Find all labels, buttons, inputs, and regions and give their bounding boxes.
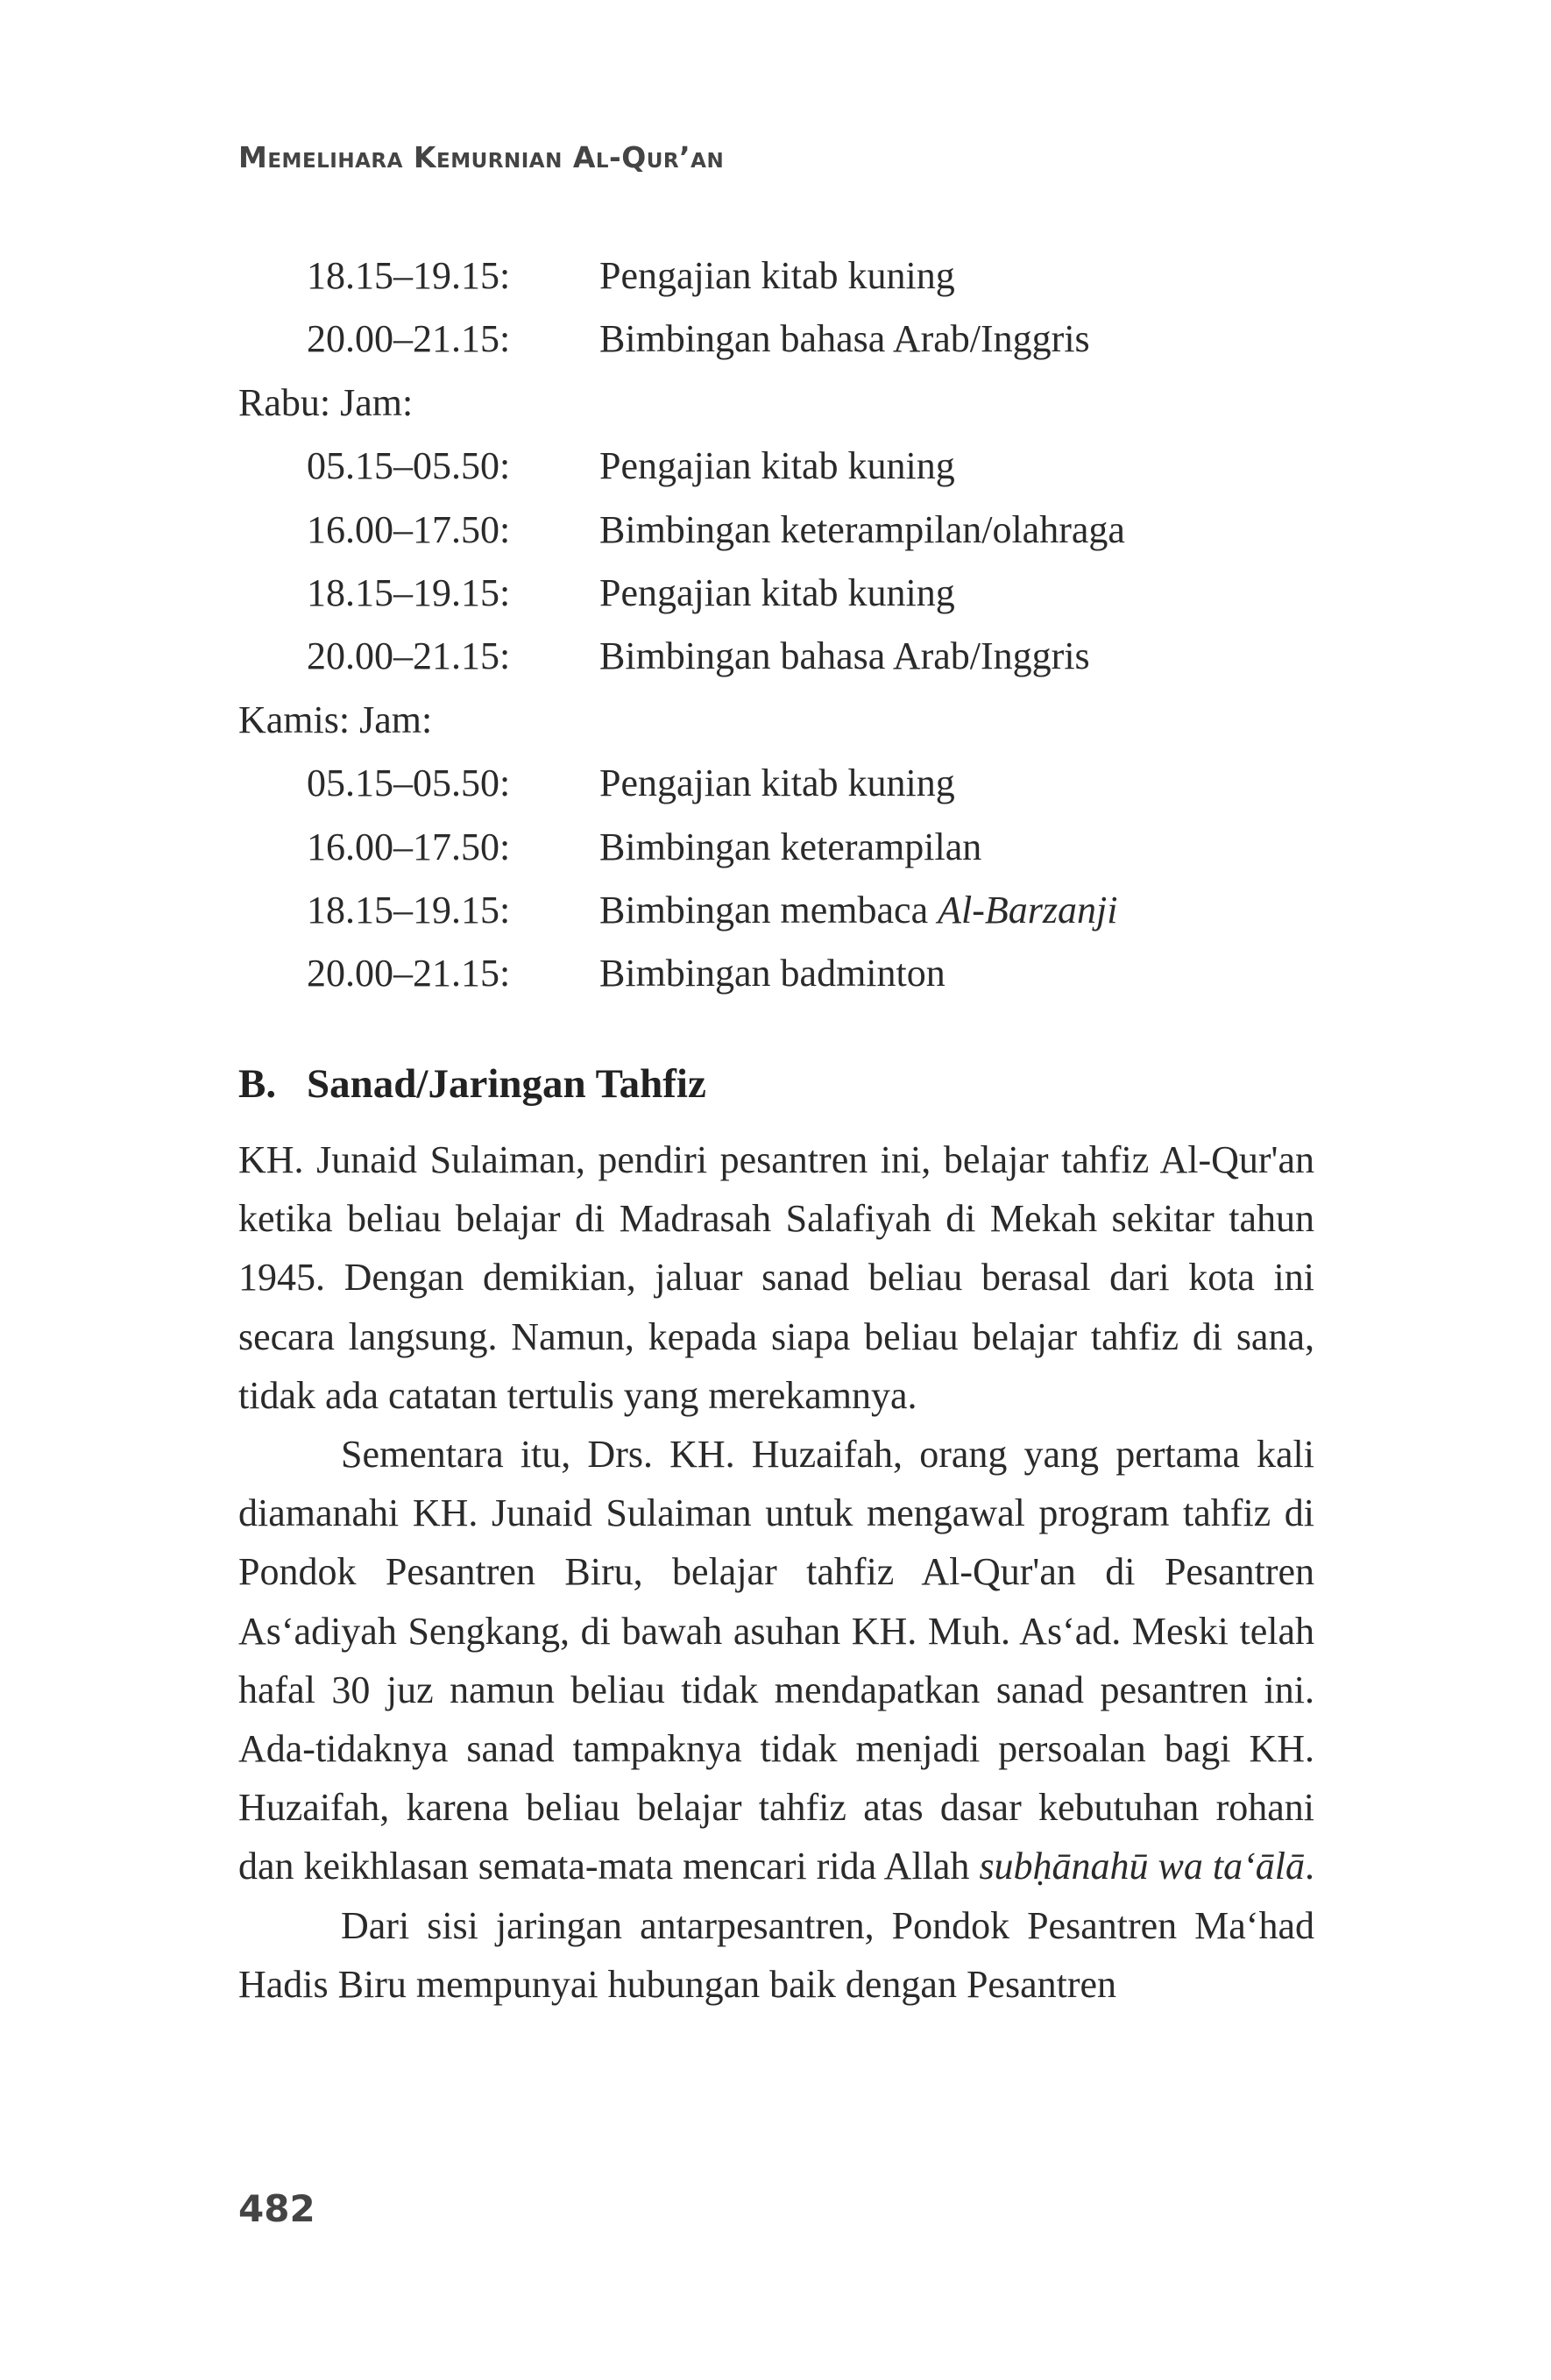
paragraph-3: Dari sisi jaringan antarpesantren, Pondok Pesantren Ma‘had Hadis Biru mempunyai hubungan baik dengan Pesantren [238,1903,1314,2006]
paragraph-2-text: Sementara itu, Drs. KH. Huzaifah, orang yang pertama kali diamanahi KH. Junaid Sulaiman untuk mengawal program tahfiz di Pondok Pesantren Biru, belajar tahfiz Al-Qur'an di Pesantren As‘adiyah Sengkang, di bawah asuhan KH. Muh. As‘ad. Meski telah hafal 30 juz namun beliau tidak mendapatkan sanad pesantren ini. Ada-tidaknya sanad tampaknya tidak menjadi persoalan bagi KH. Huzaifah, karena beliau belajar tahfiz atas dasar kebutuhan rohani dan keikhlasan semata-mata mencari rida Allah [238,1433,1314,1888]
schedule-day-row [238,689,1316,752]
schedule-activity: Bimbingan bahasa Arab/Inggris [599,634,1090,678]
schedule-row [238,752,1316,815]
schedule-activity-italic: Al-Barzanji [938,888,1118,931]
schedule-time: 18.15–19.15: [307,888,511,931]
schedule-time: 20.00–21.15: [307,952,511,995]
schedule-time: 16.00–17.50: [307,507,511,551]
schedule-activity: Pengajian kitab kuning [599,444,955,488]
schedule-time: 20.00–21.15: [307,634,511,678]
body-text [238,1130,1314,2014]
schedule-activity: Bimbingan keterampilan [599,825,982,868]
schedule-row [238,816,1316,879]
schedule-activity: Bimbingan bahasa Arab/Inggris [599,317,1090,361]
paragraph-1: KH. Junaid Sulaiman, pendiri pesantren ini, belajar tahfiz Al-Qur'an ketika beliau belajar di Madrasah Salafiyah di Mekah sekitar tahun 1945. Dengan demikian, jaluar sanad beliau berasal dari kota ini secara langsung. Namun, kepada siapa beliau belajar tahfiz di sana, tidak ada catatan tertulis yang merekamnya. [238,1138,1314,1417]
schedule-time: 05.15–05.50: [307,444,511,488]
schedule-time: 20.00–21.15: [307,317,511,361]
paragraph-2-end: . [1305,1845,1315,1888]
schedule-day-row [238,372,1316,435]
running-header: Memelihara Kemurnian Al-Qur’an [238,140,725,174]
schedule-time: 18.15–19.15: [307,254,511,297]
section-number: B. [238,1061,277,1107]
schedule-activity [599,879,1117,942]
schedule-row [238,308,1316,371]
schedule-activity: Pengajian kitab kuning [599,570,955,614]
schedule-activity: Bimbingan keterampilan/olahraga [599,507,1125,551]
paragraph-2 [238,1425,1314,1896]
section-heading [238,1060,706,1108]
schedule-row [238,942,1316,1005]
schedule-time: 05.15–05.50: [307,761,511,805]
schedule-activity-text: Bimbingan membaca [599,888,938,931]
schedule-row [238,244,1316,308]
schedule-day: Kamis: Jam: [238,698,433,741]
schedule-row [238,879,1316,942]
paragraph-2-italic: subḥānahū wa ta‘ālā [979,1845,1306,1888]
schedule-activity: Pengajian kitab kuning [599,761,955,805]
section-title: Sanad/Jaringan Tahfiz [307,1061,706,1107]
schedule-row [238,562,1316,625]
schedule-activity: Pengajian kitab kuning [599,254,955,297]
schedule-row [238,499,1316,562]
schedule-time: 16.00–17.50: [307,825,511,868]
schedule-row [238,625,1316,688]
schedule-row [238,435,1316,498]
page-number: 482 [238,2187,315,2230]
schedule-list [238,244,1316,1006]
schedule-day: Rabu: Jam: [238,380,414,424]
schedule-time: 18.15–19.15: [307,570,511,614]
schedule-activity: Bimbingan badminton [599,952,945,995]
